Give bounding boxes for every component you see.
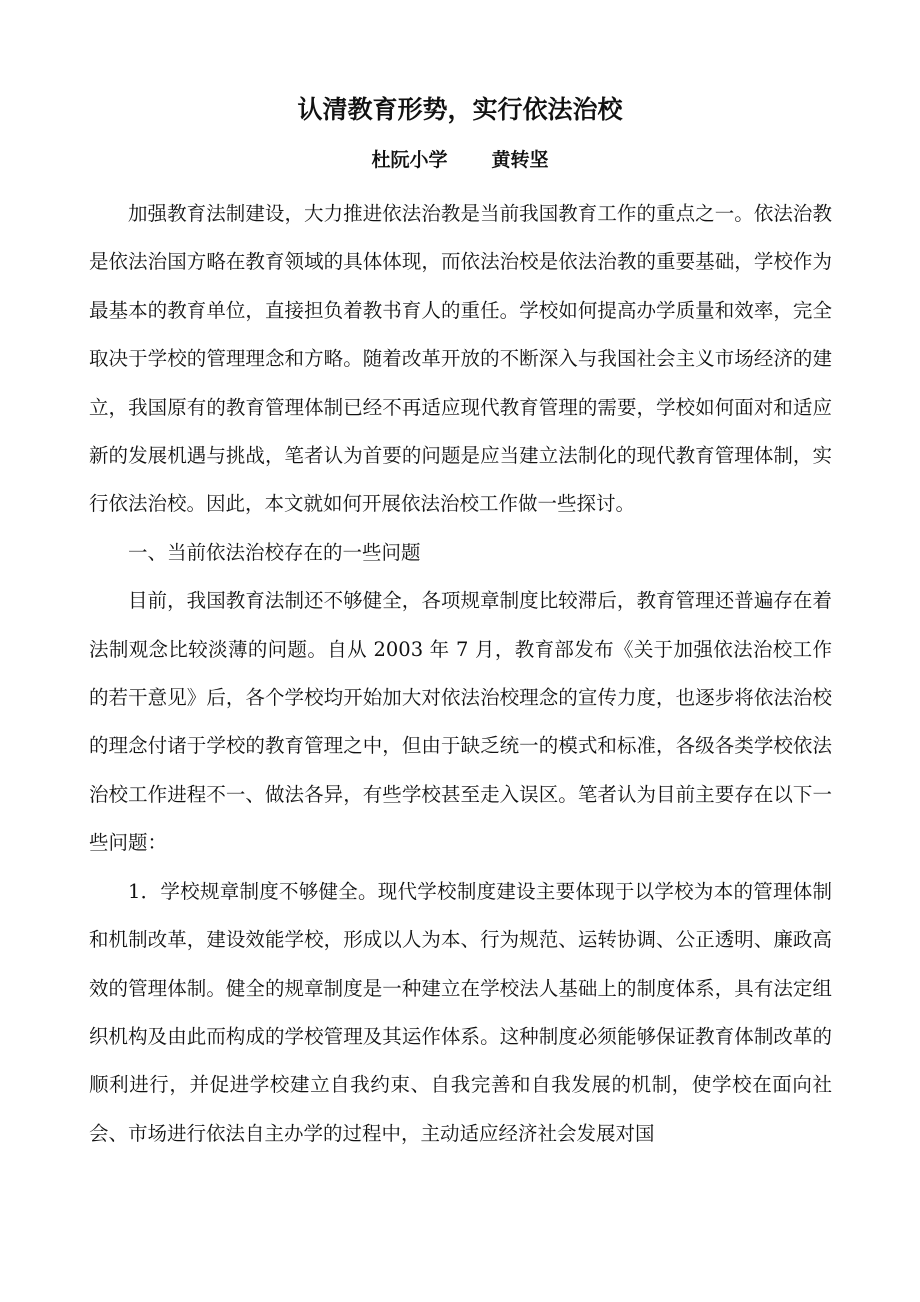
author-name: 黄转坚 [491, 149, 549, 171]
document-title: 认清教育形势，实行依法治校 [297, 95, 623, 124]
document-body [89, 190, 832, 1158]
byline [0, 142, 920, 178]
paragraph: 加强教育法制建设，大力推进依法治教是当前我国教育工作的重点之一。依法治教是依法治国方略在教育领域的具体体现，而依法治校是依法治教的重要基础，学校作为最基本的教育单位，直接担负着教书育人的重任。学校如何提高办学质量和效率，完全取决于学校的管理理念和方略。随着改革开放的不断深入与我国社会主义市场经济的建立，我国原有的教育管理体制已经不再适应现代教育管理的需要，学校如何面对和适应新的发展机遇与挑战，笔者认为首要的问题是应当建立法制化的现代教育管理体制，实行依法治校。因此，本文就如何开展依法治校工作做一些探讨。 [89, 202, 832, 516]
school-name: 杜阮小学 [371, 149, 448, 171]
paragraph: 1．学校规章制度不够健全。现代学校制度建设主要体现于以学校为本的管理体制和机制改革，建设效能学校，形成以人为本、行为规范、运转协调、公正透明、廉政高效的管理体制。健全的规章制度是一种建立在学校法人基础上的制度体系，具有法定组织机构及由此而构成的学校管理及其运作体系。这种制度必须能够保证教育体制改革的顺利进行，并促进学校建立自我约束、自我完善和自我发展的机制，使学校在面向社会、市场进行依法自主办学的过程中，主动适应经济社会发展对国 [89, 879, 832, 1145]
paragraph: 目前，我国教育法制还不够健全，各项规章制度比较滞后，教育管理还普遍存在着法制观念比较淡薄的问题。自从 2003 年 7 月，教育部发布《关于加强依法治校工作的若干意见》后，各个学校均开始加大对依法治校理念的宣传力度，也逐步将依法治校的理念付诸于学校的教育管理之中，但由于缺乏统一的模式和标准，各级各类学校依法治校工作进程不一、做法各异，有些学校甚至走入误区。笔者认为目前主要存在以下一些问题： [89, 589, 832, 855]
section-heading: 一、当前依法治校存在的一些问题 [128, 540, 421, 564]
